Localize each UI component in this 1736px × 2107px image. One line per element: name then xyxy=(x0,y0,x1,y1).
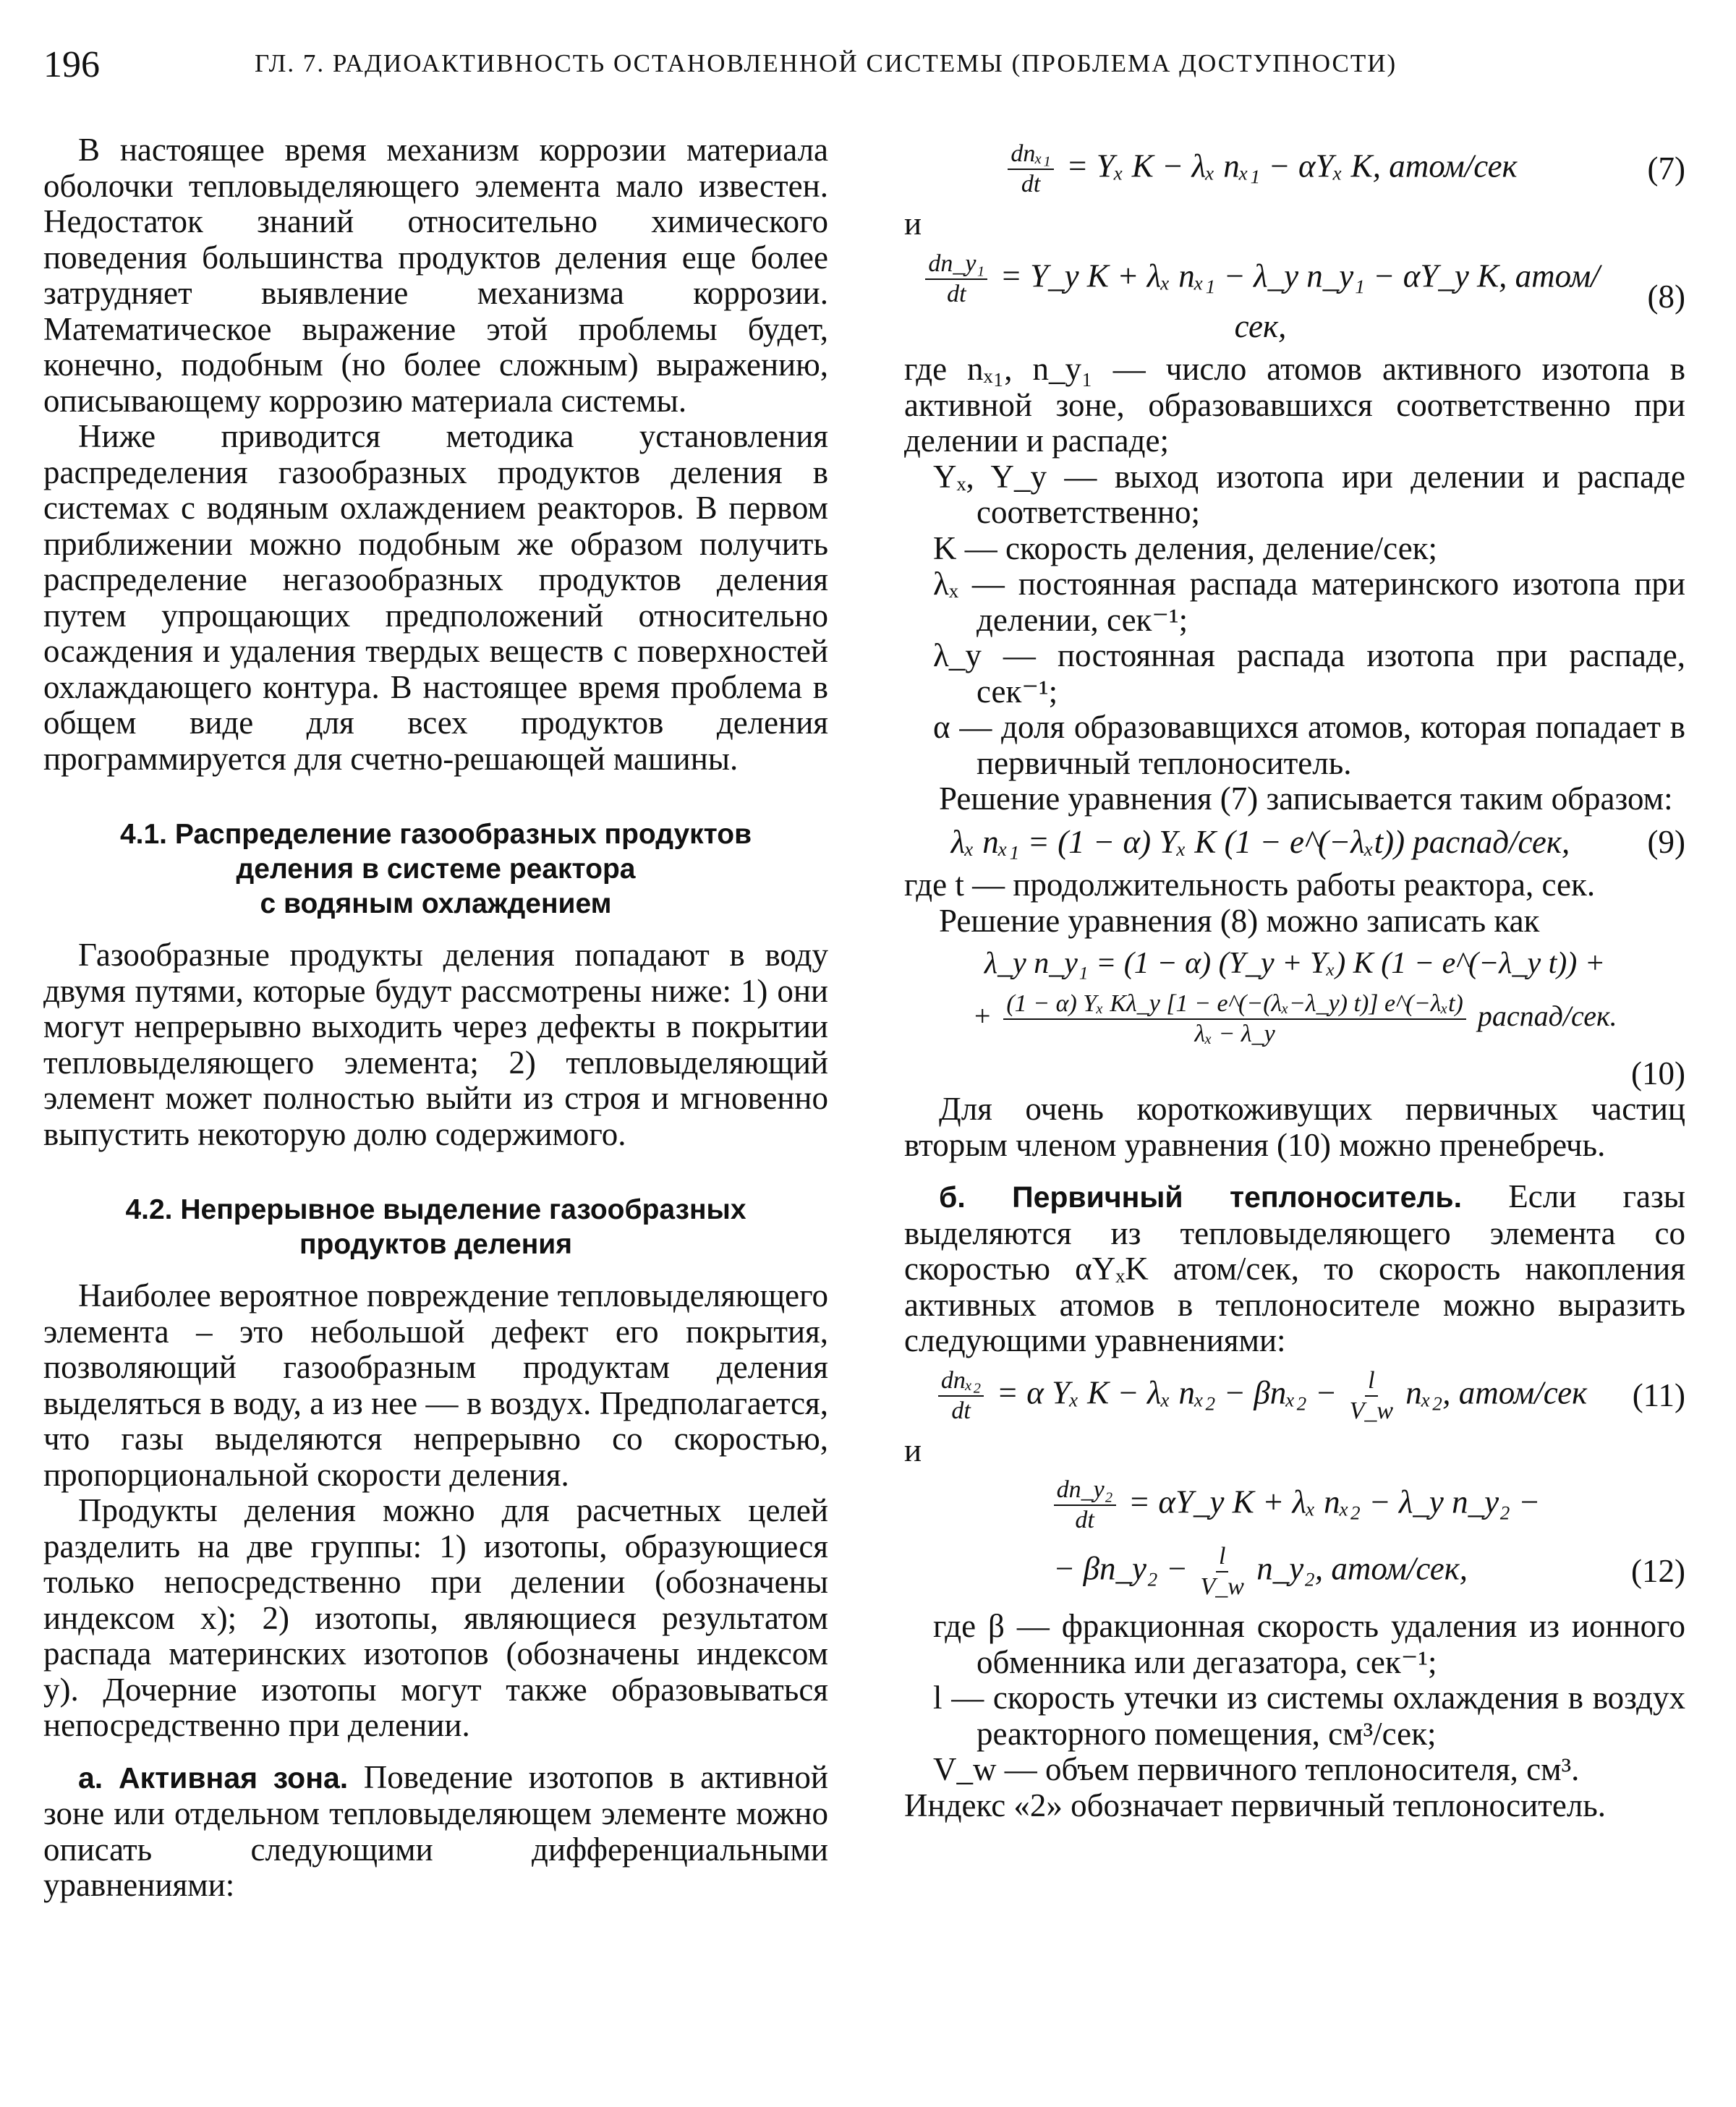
left-column xyxy=(43,132,828,1904)
active-zone-label: а. Активная зона. xyxy=(78,1761,349,1795)
paragraph-active-zone: а. Активная зона. Поведение изотопов в активной зоне или отдельном тепловыделяющем элементе можно описать следующими дифференциальными уравнениями: xyxy=(43,1758,828,1903)
where-clause: где nₓ₁, n_y₁ — число атомов активного изотопа в активной зоне, образовавшихся соответственно при делении и распаде; xyxy=(904,351,1685,459)
page-number: 196 xyxy=(43,44,100,85)
section-heading-4-2: 4.2. Непрерывное выделение газообразных продуктов деления xyxy=(125,1194,746,1260)
equation-12-line2: − βn_y₂ − $\frac{l}{V\_w}$ n_y₂, атом/сек, (12) xyxy=(1053,1543,1685,1600)
definition-lambda-y: λ_y — постоянная распада изотопа при распаде, сек⁻¹; xyxy=(933,637,1685,710)
equation-number: (7) xyxy=(1647,150,1685,187)
conjunction: и xyxy=(904,1431,922,1468)
right-column xyxy=(904,132,1685,1823)
definition-alpha: α — доля образовавщихся атомов, которая попадает в первичный теплоноситель. xyxy=(933,709,1685,781)
definitions-list xyxy=(933,459,1685,782)
equation-8: $\frac{\text{dn\_y₁}}{dt}$ = Y_y K + λₓ nₓ₁ − λ_y n_y₁ − αY_y K, атом/сек, (8) xyxy=(904,250,1685,345)
definition-l: l — скорость утечки из системы охлаждения в воздух реакторного помещения, см³/сек; xyxy=(933,1680,1685,1752)
paragraph-defect: Наиболее вероятное повреждение тепловыделяющего элемента – это небольшой дефект его покрытия, позволяющий газообразным продуктам деления выделяться в воду, а из нее — в воздух. Предполагается, что газы выделяются непрерывно со скоростью, пропорциональной скорости деления. xyxy=(43,1277,828,1493)
section-heading-4-1: 4.1. Распределение газообразных продуктов деления в системе реактора с водяным охлаждением xyxy=(119,819,752,919)
definition-K: K — скорость деления, деление/сек; xyxy=(933,529,1438,566)
equation-number: (8) xyxy=(1647,278,1685,315)
primary-coolant-label: б. Первичный теплоноситель. xyxy=(939,1180,1463,1214)
equation-7: $\frac{\text{dnₓ₁}}{dt}$ = Yₓ K − λₓ nₓ₁ − αYₓ K, атом/сек (7) xyxy=(904,140,1685,199)
running-head: ГЛ. 7. РАДИОАКТИВНОСТЬ ОСТАНОВЛЕННОЙ СИСТЕМЫ (ПРОБЛЕМА ДОСТУПНОСТИ) xyxy=(255,49,1397,77)
equation-number: (11) xyxy=(1632,1376,1685,1413)
page-header xyxy=(43,43,1685,87)
paragraph-groups: Продукты деления можно для расчетных целей разделить на две группы: 1) изотопы, образующиеся только непосредственно при делении (обозначены индексом x); 2) изотопы, являющиеся результатом распада материнских изотопов (обозначены индексом y). Дочерние изотопы могут также образовываться непосредственно при делении. xyxy=(43,1492,828,1743)
paragraph-corrosion: В настоящее время механизм коррозии материала оболочки тепловыделяющего элемента мало известен. Недостаток знаний относительно химического поведения большинства продуктов деления еще более затрудняет выявление механизма коррозии. Математическое выражение этой проблемы будет, конечно, подобным (но более сложным) выражению, описывающему коррозию материала системы. xyxy=(43,132,828,419)
equation-11: $\frac{\text{dnₓ₂}}{dt}$ = α Yₓ K − λₓ nₓ₂ − βnₓ₂ − $\frac{l}{V\_w}$ nₓ₂, атом/сек (11) xyxy=(904,1366,1685,1426)
where-t: где t — продолжительность работы реактора, сек. xyxy=(904,867,1596,903)
equation-number: (10) xyxy=(1631,1055,1685,1091)
paragraph-method: Ниже приводится методика установления распределения газообразных продуктов деления в системах с водяным охлаждением реакторов. В первом приближении можно подобным же образом получить распределение негазообразных продуктов деления путем упрощающих предположений относительно осаждения и удаления твердых веществ с поверхностей охлаждающего контура. В настоящее время проблема в общем виде для всех продуктов деления программируется для счетно-решающей машины. xyxy=(43,418,828,777)
equation-number: (12) xyxy=(1631,1553,1685,1590)
equation-number: (9) xyxy=(1647,823,1685,860)
index-note: Индекс «2» обозначает первичный теплоноситель. xyxy=(904,1787,1607,1823)
equation-12-line1: $\frac{\text{dn\_y₂}}{dt}$ = αY_y K + λₓ nₓ₂ − λ_y n_y₂ − xyxy=(904,1476,1685,1535)
definition-Y: Yₓ, Y_y — выход изотопа ири делении и распаде соответственно; xyxy=(933,458,1685,530)
equation-9: λₓ nₓ₁ = (1 − α) Yₓ K (1 − e^(−λₓt)) распад/сек, (9) xyxy=(950,823,1685,860)
definition-beta: где β — фракционная скорость удаления из ионного обменника или дегазатора, сек⁻¹; xyxy=(933,1608,1685,1680)
paragraph-solution-8: Решение уравнения (8) можно записать как xyxy=(939,902,1540,939)
paragraph-primary-coolant: б. Первичный теплоноситель. Если газы выделяются из тепловыделяющего элемента со скоростью αYₓK атом/сек, то скорость накопления активных атомов в теплоносителе можно выразить следующими уравнениями: xyxy=(904,1178,1685,1358)
definition-Vw: V_w — объем первичного теплоносителя, см³. xyxy=(933,1751,1580,1787)
definitions-list-2 xyxy=(933,1609,1685,1788)
equation-10-line2: + $\frac{\text{(1 − α) Yₓ Kλ\_y [1 − e\textasciicircum{}(−(λₓ−λ\_y) t)] e\textasciicircum{}(−λₓt)}}{\text{λₓ − λ\_y}}$ распад/сек. xyxy=(972,989,1617,1047)
paragraph-short-lived: Для очень короткоживущих первичных частиц вторым членом уравнения (10) можно пренебречь. xyxy=(904,1091,1685,1163)
conjunction: и xyxy=(904,205,922,242)
paragraph-solution-7: Решение уравнения (7) записывается таким образом: xyxy=(939,780,1673,817)
definition-lambda-x: λₓ — постоянная распада материнского изотопа при делении, сек⁻¹; xyxy=(933,566,1685,638)
equation-10-line1: λ_y n_y₁ = (1 − α) (Y_y + Yₓ) K (1 − e^(−λ_y t)) + xyxy=(984,947,1606,980)
paragraph-gas-paths: Газообразные продукты деления попадают в воду двумя путями, которые будут рассмотрены ниже: 1) они могут непрерывно выходить через дефекты в покрытии тепловыделяющего элемента; 2) тепловыделяющий элемент может полностью выйти из строя и мгновенно выпустить некоторую долю содержимого. xyxy=(43,937,828,1152)
